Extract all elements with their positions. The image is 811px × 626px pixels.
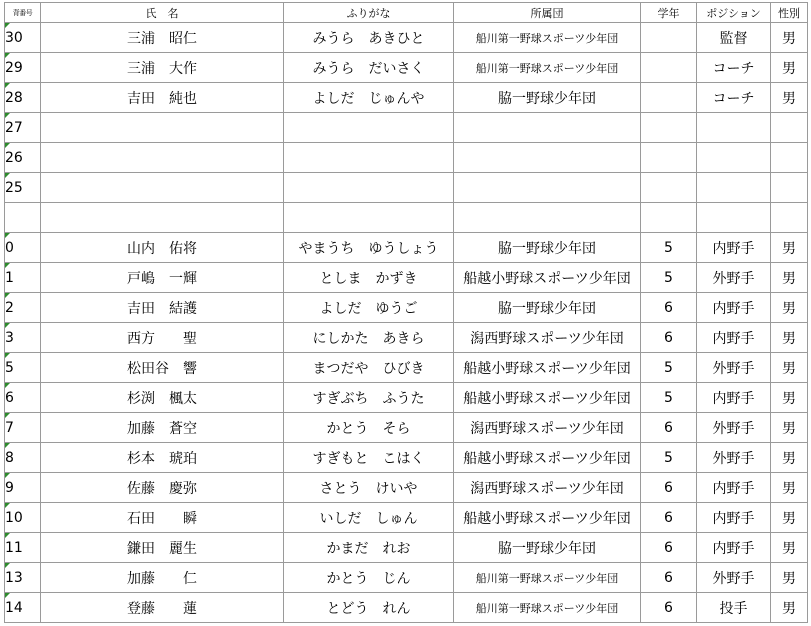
player-team-cell <box>454 113 641 143</box>
player-kana-cell: すぎもと こはく <box>284 443 454 473</box>
player-kana-cell: やまうち ゆうしょう <box>284 233 454 263</box>
player-grade-cell: 5 <box>641 353 697 383</box>
player-number-cell: 29 <box>5 53 41 83</box>
player-name-cell <box>41 203 284 233</box>
player-position-cell: 内野手 <box>697 503 771 533</box>
player-number-cell: 11 <box>5 533 41 563</box>
player-position-cell: 外野手 <box>697 263 771 293</box>
player-grade-cell: 6 <box>641 473 697 503</box>
player-number-cell <box>5 203 41 233</box>
player-grade-cell <box>641 83 697 113</box>
player-number-cell: 13 <box>5 563 41 593</box>
player-sex-cell: 男 <box>771 533 808 563</box>
table-row <box>5 593 808 623</box>
player-position-cell: 監督 <box>697 23 771 53</box>
player-position-cell <box>697 173 771 203</box>
player-sex-cell: 男 <box>771 293 808 323</box>
player-kana-cell <box>284 113 454 143</box>
player-kana-cell: とどう れん <box>284 593 454 623</box>
player-name-cell: 杉渕 楓太 <box>41 383 284 413</box>
player-grade-cell: 6 <box>641 593 697 623</box>
player-position-cell: コーチ <box>697 83 771 113</box>
player-name-cell: 吉田 結護 <box>41 293 284 323</box>
player-name-cell: 三浦 昭仁 <box>41 23 284 53</box>
player-team-cell: 船越小野球スポーツ少年団 <box>454 503 641 533</box>
player-number-cell: 14 <box>5 593 41 623</box>
player-sex-cell: 男 <box>771 473 808 503</box>
player-name-cell: 吉田 純也 <box>41 83 284 113</box>
player-sex-cell: 男 <box>771 443 808 473</box>
player-position-cell: 内野手 <box>697 293 771 323</box>
player-number-cell: 1 <box>5 263 41 293</box>
player-number-cell: 9 <box>5 473 41 503</box>
player-team-cell: 船川第一野球スポーツ少年団 <box>454 53 641 83</box>
player-grade-cell: 6 <box>641 563 697 593</box>
player-position-cell: 内野手 <box>697 383 771 413</box>
player-kana-cell: さとう けいや <box>284 473 454 503</box>
player-sex-cell: 男 <box>771 83 808 113</box>
player-position-cell: 内野手 <box>697 533 771 563</box>
header-row <box>5 3 808 23</box>
player-grade-cell: 6 <box>641 293 697 323</box>
player-team-cell: 脇一野球少年団 <box>454 233 641 263</box>
header-grade: 学年 <box>641 3 697 23</box>
table-row <box>5 563 808 593</box>
player-grade-cell <box>641 203 697 233</box>
player-number-cell: 27 <box>5 113 41 143</box>
player-team-cell <box>454 173 641 203</box>
table-row <box>5 473 808 503</box>
player-number-cell: 7 <box>5 413 41 443</box>
table-row <box>5 83 808 113</box>
player-sex-cell: 男 <box>771 23 808 53</box>
player-grade-cell: 5 <box>641 233 697 263</box>
player-number-cell: 25 <box>5 173 41 203</box>
player-number-cell: 8 <box>5 443 41 473</box>
table-row <box>5 173 808 203</box>
player-number-cell: 3 <box>5 323 41 353</box>
player-sex-cell: 男 <box>771 53 808 83</box>
player-sex-cell: 男 <box>771 383 808 413</box>
player-number-cell: 2 <box>5 293 41 323</box>
player-grade-cell: 5 <box>641 443 697 473</box>
header-name: 氏 名 <box>41 3 284 23</box>
header-kana: ふりがな <box>284 3 454 23</box>
header-number: 背番号 <box>5 3 41 23</box>
table-row <box>5 503 808 533</box>
player-position-cell: 内野手 <box>697 233 771 263</box>
player-kana-cell <box>284 143 454 173</box>
table-row <box>5 113 808 143</box>
player-position-cell: 内野手 <box>697 323 771 353</box>
table-row <box>5 143 808 173</box>
player-team-cell: 脇一野球少年団 <box>454 293 641 323</box>
player-grade-cell: 6 <box>641 323 697 353</box>
player-sex-cell <box>771 113 808 143</box>
table-row <box>5 293 808 323</box>
player-team-cell: 船越小野球スポーツ少年団 <box>454 263 641 293</box>
player-number-cell: 30 <box>5 23 41 53</box>
player-team-cell: 船越小野球スポーツ少年団 <box>454 353 641 383</box>
player-team-cell <box>454 203 641 233</box>
table-row <box>5 443 808 473</box>
table-row <box>5 533 808 563</box>
player-position-cell <box>697 113 771 143</box>
player-kana-cell: いしだ しゅん <box>284 503 454 533</box>
player-sex-cell: 男 <box>771 263 808 293</box>
player-grade-cell <box>641 23 697 53</box>
player-grade-cell: 6 <box>641 503 697 533</box>
header-sex: 性別 <box>771 3 808 23</box>
player-name-cell <box>41 143 284 173</box>
player-team-cell <box>454 143 641 173</box>
player-position-cell: 内野手 <box>697 473 771 503</box>
table-row <box>5 23 808 53</box>
player-team-cell: 脇一野球少年団 <box>454 533 641 563</box>
player-sex-cell: 男 <box>771 413 808 443</box>
table-row <box>5 203 808 233</box>
player-sex-cell: 男 <box>771 563 808 593</box>
player-name-cell <box>41 173 284 203</box>
player-number-cell: 5 <box>5 353 41 383</box>
player-team-cell: 潟西野球スポーツ少年団 <box>454 323 641 353</box>
player-position-cell: コーチ <box>697 53 771 83</box>
player-kana-cell: かとう じん <box>284 563 454 593</box>
player-position-cell <box>697 143 771 173</box>
header-position: ポジション <box>697 3 771 23</box>
player-sex-cell: 男 <box>771 233 808 263</box>
player-kana-cell: よしだ じゅんや <box>284 83 454 113</box>
player-grade-cell: 5 <box>641 263 697 293</box>
player-kana-cell: にしかた あきら <box>284 323 454 353</box>
table-row <box>5 53 808 83</box>
player-name-cell: 三浦 大作 <box>41 53 284 83</box>
table-row <box>5 323 808 353</box>
player-grade-cell: 5 <box>641 383 697 413</box>
player-position-cell: 外野手 <box>697 413 771 443</box>
player-name-cell: 加藤 仁 <box>41 563 284 593</box>
player-position-cell <box>697 203 771 233</box>
player-sex-cell: 男 <box>771 593 808 623</box>
player-team-cell: 船川第一野球スポーツ少年団 <box>454 23 641 53</box>
player-name-cell: 戸嶋 一輝 <box>41 263 284 293</box>
player-team-cell: 潟西野球スポーツ少年団 <box>454 413 641 443</box>
player-kana-cell: よしだ ゆうご <box>284 293 454 323</box>
table-row <box>5 353 808 383</box>
player-sex-cell: 男 <box>771 323 808 353</box>
player-name-cell: 登藤 蓮 <box>41 593 284 623</box>
player-grade-cell: 6 <box>641 413 697 443</box>
player-name-cell: 山内 佑将 <box>41 233 284 263</box>
player-team-cell: 船川第一野球スポーツ少年団 <box>454 563 641 593</box>
player-kana-cell: かとう そら <box>284 413 454 443</box>
player-grade-cell <box>641 113 697 143</box>
player-grade-cell <box>641 53 697 83</box>
player-kana-cell <box>284 173 454 203</box>
player-number-cell: 0 <box>5 233 41 263</box>
player-name-cell: 西方 聖 <box>41 323 284 353</box>
table-row <box>5 413 808 443</box>
player-kana-cell: かまだ れお <box>284 533 454 563</box>
player-name-cell <box>41 113 284 143</box>
player-name-cell: 杉本 琥珀 <box>41 443 284 473</box>
player-number-cell: 26 <box>5 143 41 173</box>
player-position-cell: 外野手 <box>697 443 771 473</box>
player-kana-cell: すぎぶち ふうた <box>284 383 454 413</box>
player-team-cell: 脇一野球少年団 <box>454 83 641 113</box>
player-grade-cell: 6 <box>641 533 697 563</box>
player-number-cell: 28 <box>5 83 41 113</box>
table-row <box>5 383 808 413</box>
player-kana-cell: としま かずき <box>284 263 454 293</box>
player-name-cell: 松田谷 響 <box>41 353 284 383</box>
player-kana-cell: みうら だいさく <box>284 53 454 83</box>
player-sex-cell <box>771 143 808 173</box>
player-name-cell: 加藤 蒼空 <box>41 413 284 443</box>
player-kana-cell: みうら あきひと <box>284 23 454 53</box>
player-team-cell: 船越小野球スポーツ少年団 <box>454 443 641 473</box>
table-row <box>5 233 808 263</box>
player-kana-cell <box>284 203 454 233</box>
player-number-cell: 6 <box>5 383 41 413</box>
player-team-cell: 船越小野球スポーツ少年団 <box>454 383 641 413</box>
player-position-cell: 外野手 <box>697 353 771 383</box>
player-name-cell: 鎌田 麗生 <box>41 533 284 563</box>
player-number-cell: 10 <box>5 503 41 533</box>
player-sex-cell: 男 <box>771 353 808 383</box>
roster-table <box>4 2 808 623</box>
player-kana-cell: まつだや ひびき <box>284 353 454 383</box>
player-sex-cell <box>771 173 808 203</box>
player-name-cell: 佐藤 慶弥 <box>41 473 284 503</box>
player-sex-cell <box>771 203 808 233</box>
player-team-cell: 潟西野球スポーツ少年団 <box>454 473 641 503</box>
table-row <box>5 263 808 293</box>
player-position-cell: 外野手 <box>697 563 771 593</box>
player-grade-cell <box>641 173 697 203</box>
player-sex-cell: 男 <box>771 503 808 533</box>
player-grade-cell <box>641 143 697 173</box>
player-team-cell: 船川第一野球スポーツ少年団 <box>454 593 641 623</box>
header-team: 所属団 <box>454 3 641 23</box>
player-name-cell: 石田 瞬 <box>41 503 284 533</box>
player-position-cell: 投手 <box>697 593 771 623</box>
